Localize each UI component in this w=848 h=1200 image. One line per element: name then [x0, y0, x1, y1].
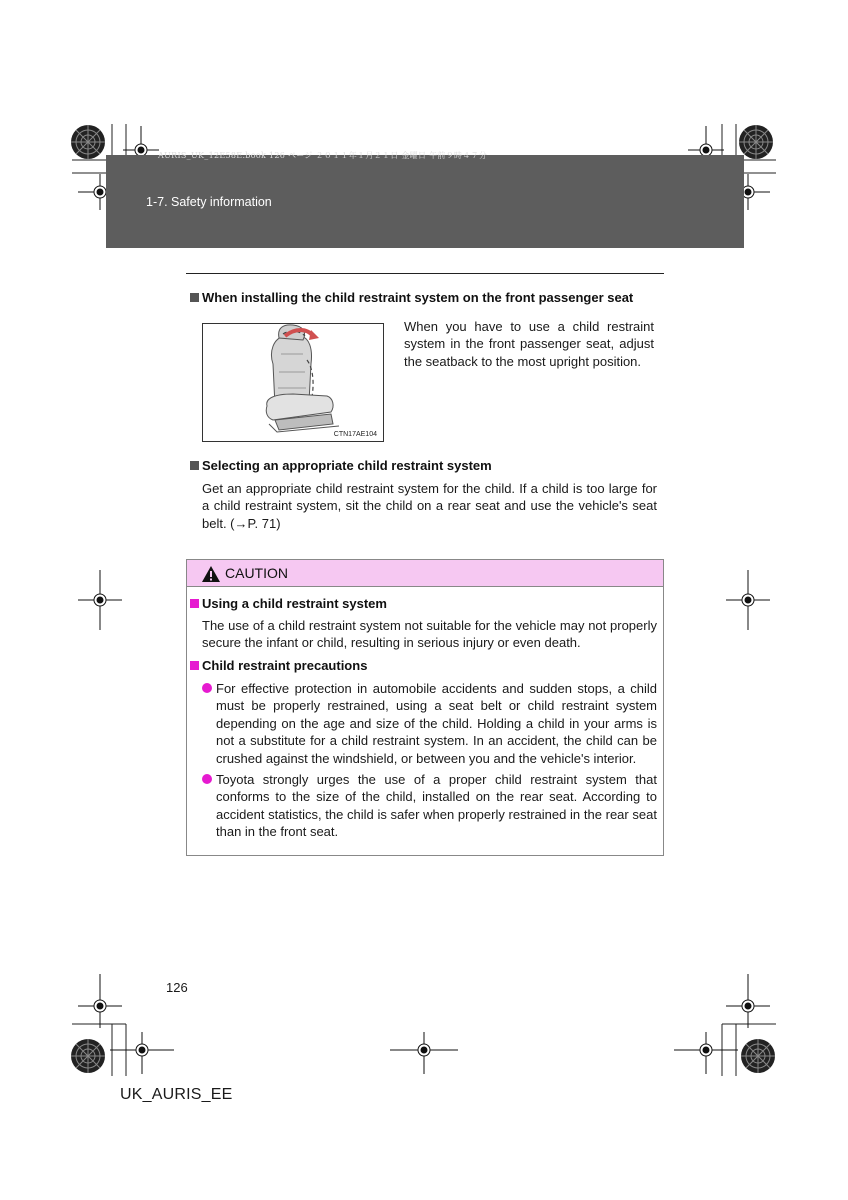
caution-label: CAUTION: [225, 565, 288, 581]
document-id: UK_AURIS_EE: [120, 1086, 233, 1103]
caution-header: [187, 560, 663, 587]
circle-bullet-icon: [202, 774, 212, 784]
figure-code: CTN17AE104: [333, 431, 377, 438]
warning-triangle-icon: [201, 565, 221, 583]
front-seat-heading: When installing the child restraint system on the front passenger seat: [190, 290, 633, 305]
seat-illustration: [202, 323, 384, 442]
section-title: 1-7. Safety information: [146, 195, 272, 209]
print-info: AURIS_UK_12E58E.book 126 ページ ２０１１年１月２１日 金曜日 午前９時４７分: [158, 151, 488, 160]
square-bullet-icon: [190, 599, 199, 608]
caution-item2-heading: Child restraint precautions: [190, 658, 367, 673]
caution-bullet-item: For effective protection in automobile accidents and sudden stops, a child must be properly restrained, using a seat belt or child restraint system depending on the age and size of the child. Holding a child in your arms is not a substitute for a child restraint system. In an accident, the child can be crushed against the windshield, or between you and the vehicle's interior.: [202, 680, 657, 767]
square-bullet-icon: [190, 293, 199, 302]
circle-bullet-icon: [202, 683, 212, 693]
selecting-text: Get an appropriate child restraint system for the child. If a child is too large for a child restraint system, sit the child on a rear seat and use the vehicle's seat belt. (→P. 71): [202, 481, 657, 531]
selecting-heading: Selecting an appropriate child restraint system: [190, 458, 492, 473]
front-seat-text: When you have to use a child restraint system in the front passenger seat, adjust the seatback to the most upright position.: [404, 319, 654, 369]
square-bullet-icon: [190, 661, 199, 670]
square-bullet-icon: [190, 461, 199, 470]
seat-drawing: [203, 324, 383, 441]
caution-item1-heading: Using a child restraint system: [190, 596, 387, 611]
page-number: 126: [166, 980, 188, 995]
divider: [186, 273, 664, 274]
caution-bullet-item: Toyota strongly urges the use of a proper child restraint system that conforms to the size of the child, installed on the rear seat. According to accident statistics, the child is safer when properly restrained in the rear seat than in the front seat.: [202, 771, 657, 841]
caution-item1-text: The use of a child restraint system not suitable for the vehicle may not properly secure the infant or child, resulting in serious injury or even death.: [202, 618, 657, 651]
